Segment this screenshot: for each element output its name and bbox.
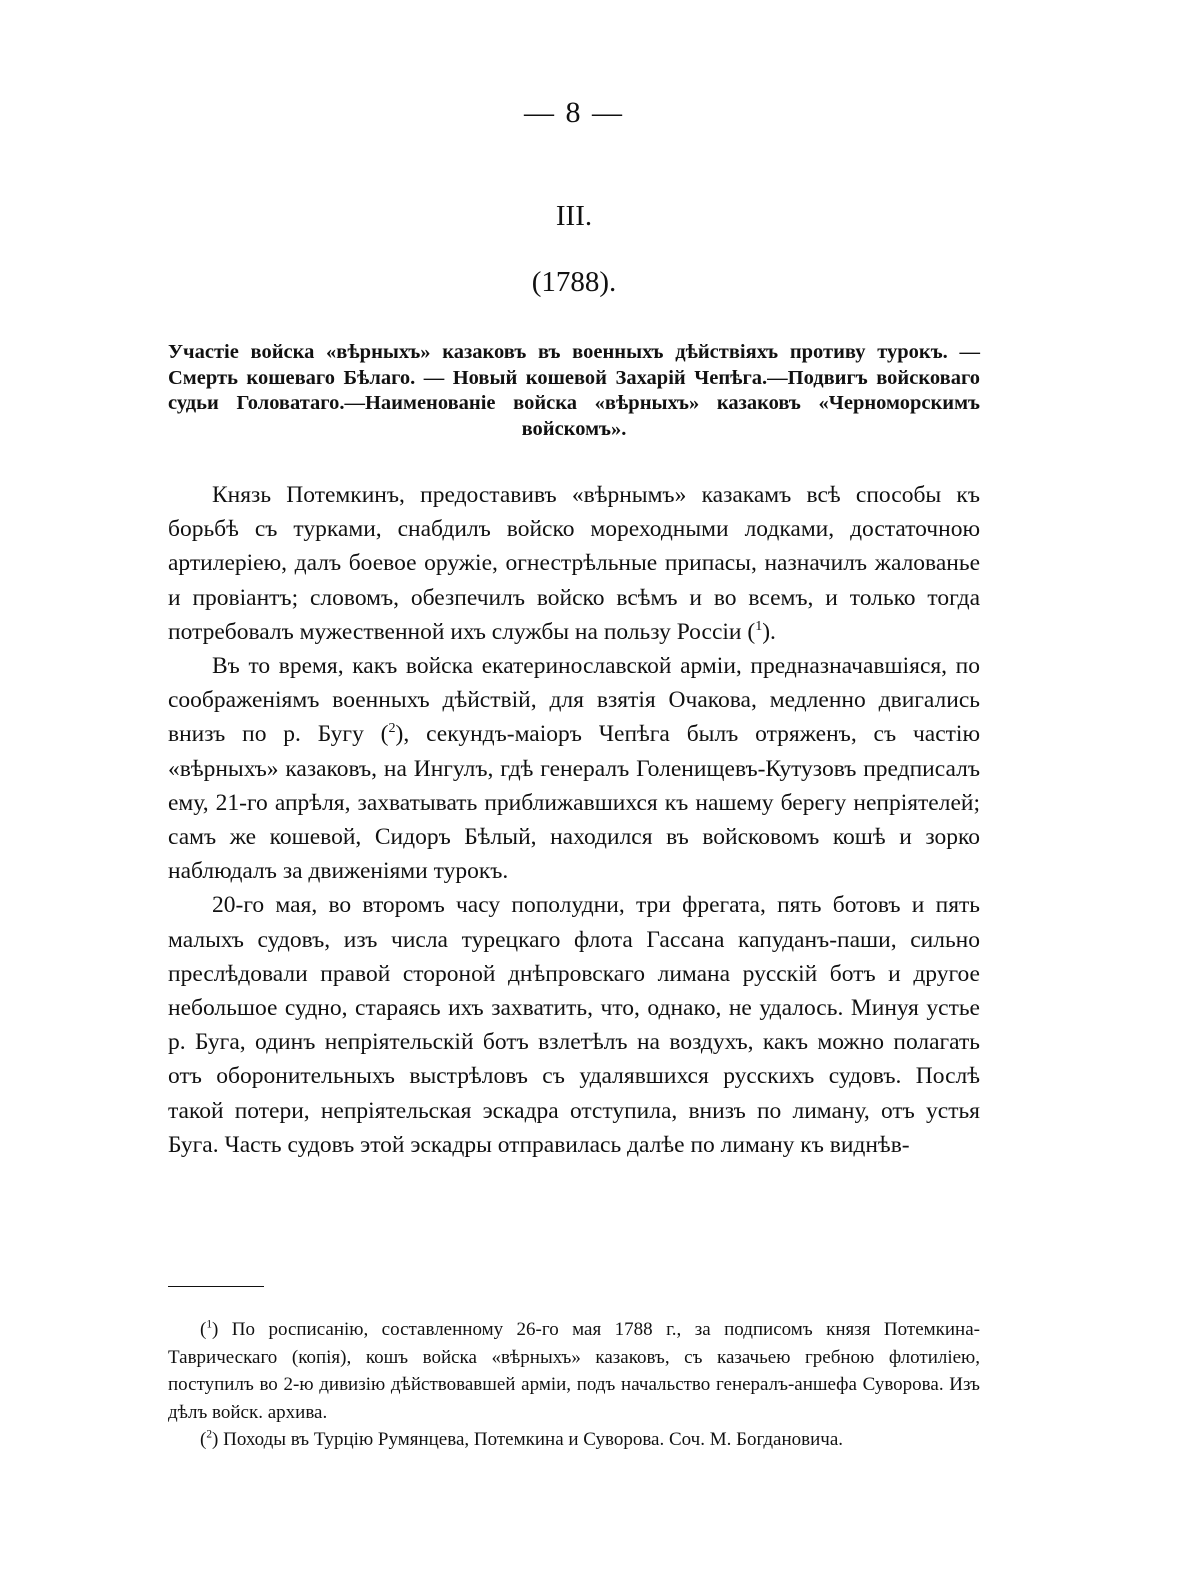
footnote: ($^2$) Походы въ Турцію Румянцева, Потемкина и Суворова. Соч. М. Богдановича. (200, 1428, 844, 1450)
document-page (168, 0, 980, 1588)
footnote-ref[interactable]: 2 (388, 720, 396, 737)
paragraph (168, 888, 980, 1162)
footnote-ref[interactable]: 1 (755, 617, 763, 634)
chapter-year: (1788). (531, 266, 617, 298)
body-text (168, 478, 980, 1162)
footnote-text: ) По росписанію, составленному 26-го мая 1788 г., за подписомъ князя Потемкина-Таврическаго (копія), кошъ войска «вѣрныхъ» казаковъ, съ казачьею гребною флотиліею, поступилъ во 2-ю дивизію дѣйствовавшей арміи, подъ начальство генералъ-аншефа Суворова. Изъ дѣлъ войск. архива. (168, 1319, 980, 1423)
paragraph-text: Князь Потемкинъ, предоставивъ «вѣрнымъ» казакамъ всѣ способы къ борьбѣ съ турками, снабдилъ войско мореходными лодками, достаточною артилеріею, далъ боевое оружіе, огнестрѣльные припасы, назначилъ жалованье и провіантъ; словомъ, обезпечилъ войско всѣмъ и во всемъ, и только тогда потребовалъ мужественной ихъ службы на пользу Россіи ( (168, 482, 980, 645)
footnotes (168, 1316, 980, 1454)
paragraph-text: Въ то время, какъ войска екатеринославской арміи, предназначавшіяся, по соображеніямъ военныхъ дѣйствій, для взятія Очакова, медленно двигались внизъ по р. Бугу ( (168, 653, 980, 748)
chapter-number: III. (555, 200, 593, 232)
footnote: ($^1$) По росписанію, составленному 26-го мая 1788 г., за подписомъ князя Потемкина-Таврическаго (копія), кошъ войска «вѣрныхъ» казаковъ, съ казачьею гребною флотиліею, поступилъ во 2-ю дивизію дѣйствовавшей арміи, подъ начальство генералъ-аншефа Суворова. Изъ дѣлъ войск. архива. (168, 1318, 980, 1423)
footnote-divider (168, 1286, 264, 1287)
footnote-mark: 1 (206, 1318, 213, 1331)
footnote-mark: 2 (206, 1428, 213, 1441)
paragraph (168, 478, 980, 649)
paragraph-text: ), секундъ-маіоръ Чепѣга былъ отряженъ, съ частію «вѣрныхъ» казаковъ, на Ингулъ, гдѣ генералъ Голенищевъ-Кутузовъ предписалъ ему, 21-го апрѣля, захватывать приближавшихся къ нашему берегу непріятелей; самъ же кошевой, Сидоръ Бѣлый, находился въ войсковомъ кошѣ и зорко наблюдалъ за движеніями турокъ. (168, 721, 980, 885)
paragraph (168, 649, 980, 888)
chapter-summary: Участіе войска «вѣрныхъ» казаковъ въ военныхъ дѣйствіяхъ противу турокъ. — Смерть кошеваго Бѣлаго. — Новый кошевой Захарій Чепѣга.—Подвигъ войсковаго судьи Головатаго.—Наименованіе войска «вѣрныхъ» казаковъ «Черноморскимъ войскомъ». (168, 341, 980, 440)
paragraph-text: ). (762, 618, 776, 645)
paragraph-text: 20-го мая, во второмъ часу пополудни, три фрегата, пять ботовъ и пять малыхъ судовъ, изъ числа турецкаго флота Гассана капуданъ-паши, сильно преслѣдовали правой стороной днѣпровскаго лимана русскій ботъ и другое небольшое судно, стараясь ихъ захватить, что, однако, не удалось. Минуя устье р. Буга, одинъ непріятельскій ботъ взлетѣлъ на воздухъ, какъ можно полагать отъ оборонительныхъ выстрѣловъ съ удалявшихся русскихъ судовъ. Послѣ такой потери, непріятельская эскадра отступила, внизъ по лиману, отъ устья Буга. Часть судовъ этой эскадры отправилась далѣе по лиману къ виднѣв- (168, 892, 980, 1158)
page-number: — 8 — (524, 96, 624, 129)
footnote-text: ) Походы въ Турцію Румянцева, Потемкина и Суворова. Соч. М. Богдановича. (212, 1429, 844, 1450)
